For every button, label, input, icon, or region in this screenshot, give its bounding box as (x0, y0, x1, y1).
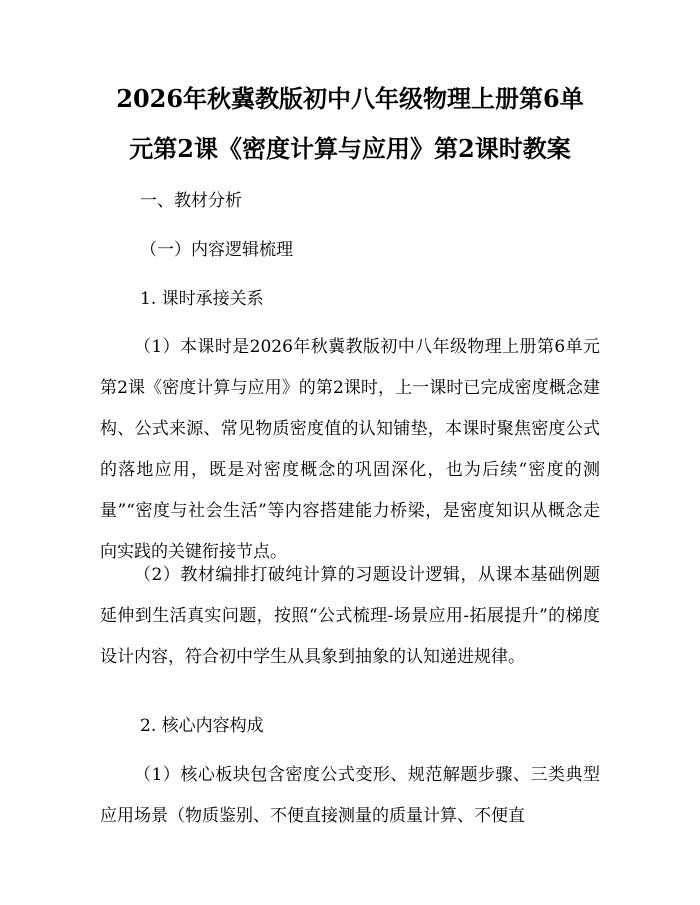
item-heading-core-content: 2. 核心内容构成 (140, 716, 264, 736)
section-heading-textbook-analysis: 一、教材分析 (140, 191, 242, 211)
paragraph-core-content: （1）核心板块包含密度公式变形、规范解题步骤、三类典型应用场景（物质鉴别、不便直接测量的质量计算、不便直 (100, 765, 600, 826)
document-title-line-1: 2026年秋冀教版初中八年级物理上册第6单 (116, 84, 584, 113)
paragraph-lesson-connection: （1）本课时是2026年秋冀教版初中八年级物理上册第6单元第2课《密度计算与应用》的第2课时，上一课时已完成密度概念建构、公式来源、常见物质密度值的认知铺垫，本课时聚焦密度公式的落地应用，既是对密度概念的巩固深化，也为后续“密度的测量”“密度与社会生活”等内容搭建能力桥梁，是密度知识从概念走向实践的关键衔接节点。 (100, 337, 600, 562)
subsection-heading-content-logic: （一）内容逻辑梳理 (140, 240, 293, 260)
item-heading-lesson-connection: 1. 课时承接关系 (140, 289, 264, 309)
document-title-line-2: 元第2课《密度计算与应用》第2课时教案 (129, 134, 571, 163)
paragraph-textbook-arrangement: （2）教材编排打破纯计算的习题设计逻辑，从课本基础例题延伸到生活真实问题，按照“公式梳理-场景应用-拓展提升”的梯度设计内容，符合初中学生从具象到抽象的认知递进规律。 (100, 565, 600, 667)
